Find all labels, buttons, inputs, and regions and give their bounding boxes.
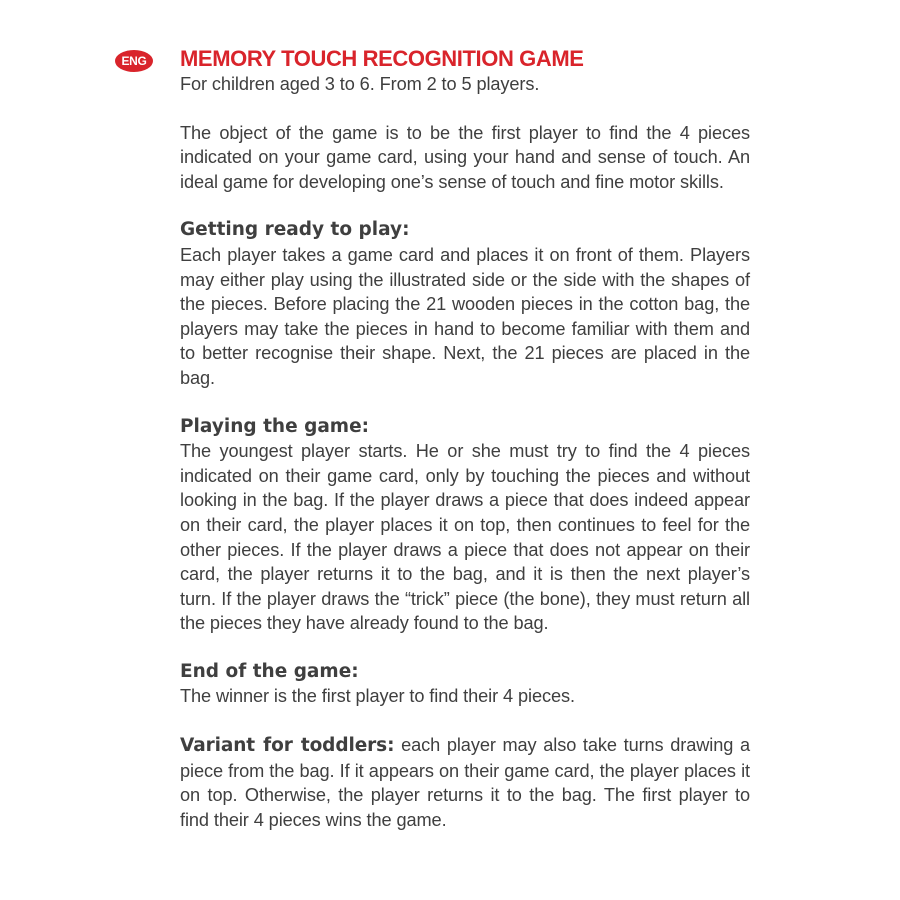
spacer [180, 709, 750, 733]
section-body-playing: The youngest player starts. He or she must try to find the 4 pieces indicated on their game card, only by touching the pieces and without looking in the bag. If the player draws a piece that does indeed appear on their card, the player places it on top, then continues to feel for the other pieces. If the player draws a piece that does not appear on their card, the player returns it to the bag, and it is then the next player’s turn. If the player draws the “trick” piece (the bone), they must return all the pieces they have already found to the bag. [180, 441, 750, 634]
intro-paragraph: The object of the game is to be the first player to find the 4 pieces indicated on your game card, using your hand and sense of touch. An ideal game for developing one’s sense of touch and fine motor skills. [180, 122, 750, 192]
variant-paragraph [180, 733, 750, 832]
spacer [180, 636, 750, 660]
spacer [180, 194, 750, 218]
section-heading-playing: Playing the game: [180, 415, 370, 437]
section-heading-getting-ready: Getting ready to play: [180, 219, 410, 241]
section-body-end: The winner is the first player to find their 4 pieces. [180, 686, 575, 707]
spacer [180, 391, 750, 415]
section-heading-end: End of the game: [180, 660, 359, 682]
spacer [180, 97, 750, 121]
instructions-content [180, 46, 750, 832]
page-title: MEMORY TOUCH RECOGNITION GAME [180, 46, 584, 71]
subtitle: For children aged 3 to 6. From 2 to 5 players. [180, 74, 540, 94]
variant-body: each player may also take turns drawing a piece from the bag. If it appears on their game card, the player places it on top. Otherwise, the player returns it to the bag. The first player to find their 4 pieces wins the game. [180, 735, 750, 830]
language-badge: ENG [115, 50, 153, 72]
variant-heading: Variant for toddlers: [180, 735, 395, 757]
section-body-getting-ready: Each player takes a game card and places it on front of them. Players may either play using the illustrated side or the side with the shapes of the pieces. Before placing the 21 wooden pieces in the cotton bag, the players may take the pieces in hand to become familiar with them and to better recognise their shape. Next, the 21 pieces are placed in the bag. [180, 244, 750, 388]
